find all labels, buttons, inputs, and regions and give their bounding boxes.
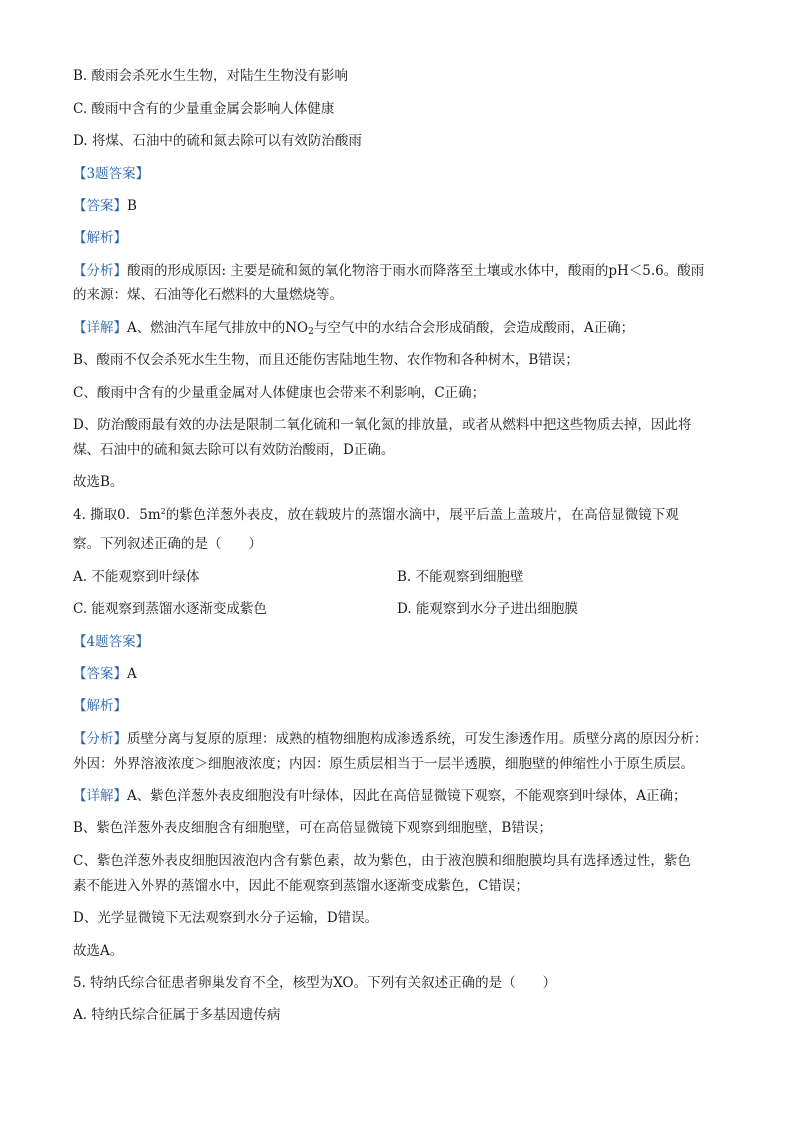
q4-xiangjie-c1: C、紫色洋葱外表皮细胞因液泡内含有紫色素，故为紫色，由于液泡膜和细胞膜均具有选择透过性，紫色 [73, 853, 691, 869]
xiangjie-a-post: 与空气中的水结合会形成硝酸，会造成酸雨，A正确； [313, 320, 635, 336]
answer-value: B [127, 198, 137, 214]
answer-tag: 【答案】 [73, 198, 127, 214]
xiangjie-tag: 【详解】 [73, 320, 127, 336]
q3-fenxi-line1 [73, 263, 723, 279]
q4-answer-header: 【4题答案】 [73, 634, 150, 650]
q4-xiangjie-b: B、紫色洋葱外表皮细胞含有细胞壁，可在高倍显微镜下观察到细胞壁，B错误； [73, 820, 552, 836]
xiangjie-tag: 【详解】 [73, 788, 127, 804]
q5-option-a: A. 特纳氏综合征属于多基因遗传病 [73, 1007, 281, 1023]
q2-option-b: B. 酸雨会杀死水生生物，对陆生生物没有影响 [73, 68, 349, 84]
fenxi-text: 质壁分离与复原的原理：成熟的植物细胞构成渗透系统，可发生渗透作用。质壁分离的原因分析： [127, 731, 708, 747]
q3-conclusion: 故选B。 [73, 474, 124, 490]
q4-answer-line [73, 666, 723, 682]
q4-option-a: A. 不能观察到叶绿体 [73, 569, 200, 585]
q3-answer-line [73, 198, 723, 214]
m2-superscript: 2 [160, 507, 166, 516]
q4-fenxi-line1 [73, 731, 723, 747]
fenxi-text: 酸雨的形成原因: 主要是硫和氮的氧化物溶于雨水而降落至土壤或水体中，酸雨的pH＜5.6。酸雨 [127, 263, 705, 279]
q4-xiangjie-d: D、光学显微镜下无法观察到水分子运输，D错误。 [73, 910, 379, 926]
q3-fenxi-line2: 的来源：煤、石油等化石燃料的大量燃烧等。 [73, 287, 343, 303]
q4-conclusion: 故选A。 [73, 943, 124, 959]
q3-xiangjie-d1: D、防治酸雨最有效的办法是限制二氧化硫和一氧化氮的排放量，或者从燃料中把这些物质去掉，因此将 [73, 417, 692, 433]
answer-tag: 【答案】 [73, 666, 127, 682]
q3-answer-header: 【3题答案】 [73, 166, 150, 182]
no2-subscript: 2 [308, 327, 314, 337]
q4-option-c: C. 能观察到蒸馏水逐渐变成紫色 [73, 601, 267, 617]
q2-option-d: D. 将煤、石油中的硫和氮去除可以有效防治酸雨 [73, 133, 362, 149]
fenxi-tag: 【分析】 [73, 263, 127, 279]
q4-option-b: B. 不能观察到细胞壁 [397, 569, 524, 585]
q3-xiangjie-b: B、酸雨不仅会杀死水生生物，而且还能伤害陆地生物、农作物和各种树木，B错误； [73, 352, 579, 368]
q4-stem-line2: 察。下列叙述正确的是（ ） [73, 536, 262, 552]
q5-stem: 5. 特纳氏综合征患者卵巢发育不全，核型为XO。下列有关叙述正确的是（ ） [73, 975, 557, 991]
q4-xiangjie-c2: 素不能进入外界的蒸馏水中，因此不能观察到蒸馏水逐渐变成紫色，C错误； [73, 878, 529, 894]
q3-xiangjie-d2: 煤、石油中的硫和氮去除可以有效防治酸雨，D正确。 [73, 442, 395, 458]
answer-value: A [127, 666, 137, 682]
q2-option-c: C. 酸雨中含有的少量重金属会影响人体健康 [73, 101, 335, 117]
q4-stem-pre: 4. 撕取0．5m [73, 507, 161, 523]
q4-analysis-header: 【解析】 [73, 698, 127, 714]
fenxi-tag: 【分析】 [73, 731, 127, 747]
q4-stem-post: 的紫色洋葱外表皮，放在载玻片的蒸馏水滴中，展平后盖上盖玻片，在高倍显微镜下观 [165, 507, 679, 523]
q4-option-d: D. 能观察到水分子进出细胞膜 [397, 601, 578, 617]
q3-xiangjie-a [73, 320, 723, 336]
q4-xiangjie-a [73, 788, 723, 804]
q4-fenxi-line2: 外因：外界溶液浓度＞细胞液浓度；内因：原生质层相当于一层半透膜，细胞壁的伸缩性小于原生质层。 [73, 756, 694, 772]
xiangjie-a-text: A、紫色洋葱外表皮细胞没有叶绿体，因此在高倍显微镜下观察，不能观察到叶绿体，A正确； [127, 788, 687, 804]
xiangjie-a-pre: A、燃油汽车尾气排放中的NO [127, 320, 309, 336]
q3-analysis-header: 【解析】 [73, 230, 127, 246]
q3-xiangjie-c: C、酸雨中含有的少量重金属对人体健康也会带来不利影响，C正确； [73, 385, 486, 401]
q4-stem-line1 [73, 507, 723, 523]
